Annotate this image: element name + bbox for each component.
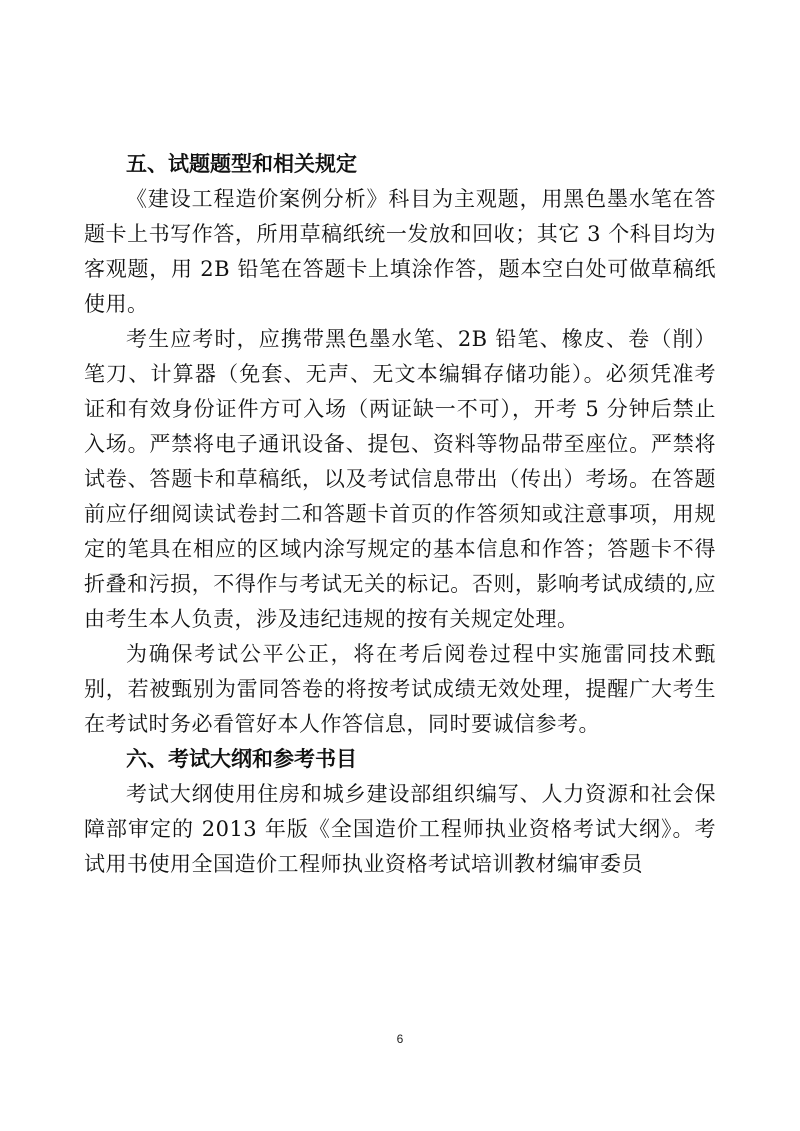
paragraph-syllabus: 考试大纲使用住房和城乡建设部组织编写、人力资源和社会保障部审定的 2013 年版《全国造价工程师执业资格考试大纲》。考试用书使用全国造价工程师执业资格考试培训教材编审委员 (84, 782, 716, 876)
paragraph-exam-format: 《建设工程造价案例分析》科目为主观题，用黑色墨水笔在答题卡上书写作答，所用草稿纸统一发放和回收；其它 3 个科目均为客观题，用 2B 铅笔在答题卡上填涂作答，题本空白处可做草稿纸使用。 (84, 187, 716, 316)
paragraph-exam-rules: 考生应考时，应携带黑色墨水笔、2B 铅笔、橡皮、卷（削）笔刀、计算器（免套、无声、无文本编辑存储功能）。必须凭准考证和有效身份证件方可入场（两证缺一不可），开考 5 分钟后禁止入场。严禁将电子通讯设备、提包、资料等物品带至座位。严禁将试卷、答题卡和草稿纸，以及考试信息带出（传出）考场。在答题前应仔细阅读试卷封二和答题卡首页的作答须知或注意事项，用规定的笔具在相应的区域内涂写规定的基本信息和作答；答题卡不得折叠和污损，不得作与考试无关的标记。否则，影响考试成绩的,应由考生本人负责，涉及违纪违规的按有关规定处理。 (84, 327, 716, 631)
section-heading-5: 五、试题题型和相关规定 (126, 152, 357, 176)
section-heading-6: 六、考试大纲和参考书目 (126, 747, 357, 771)
page-number: 6 (396, 1032, 404, 1046)
page-content (84, 145, 716, 882)
paragraph-plagiarism-check: 为确保考试公平公正，将在考后阅卷过程中实施雷同技术甄别，若被甄别为雷同答卷的将按考试成绩无效处理，提醒广大考生在考试时务必看管好本人作答信息，同时要诚信参考。 (84, 642, 716, 736)
